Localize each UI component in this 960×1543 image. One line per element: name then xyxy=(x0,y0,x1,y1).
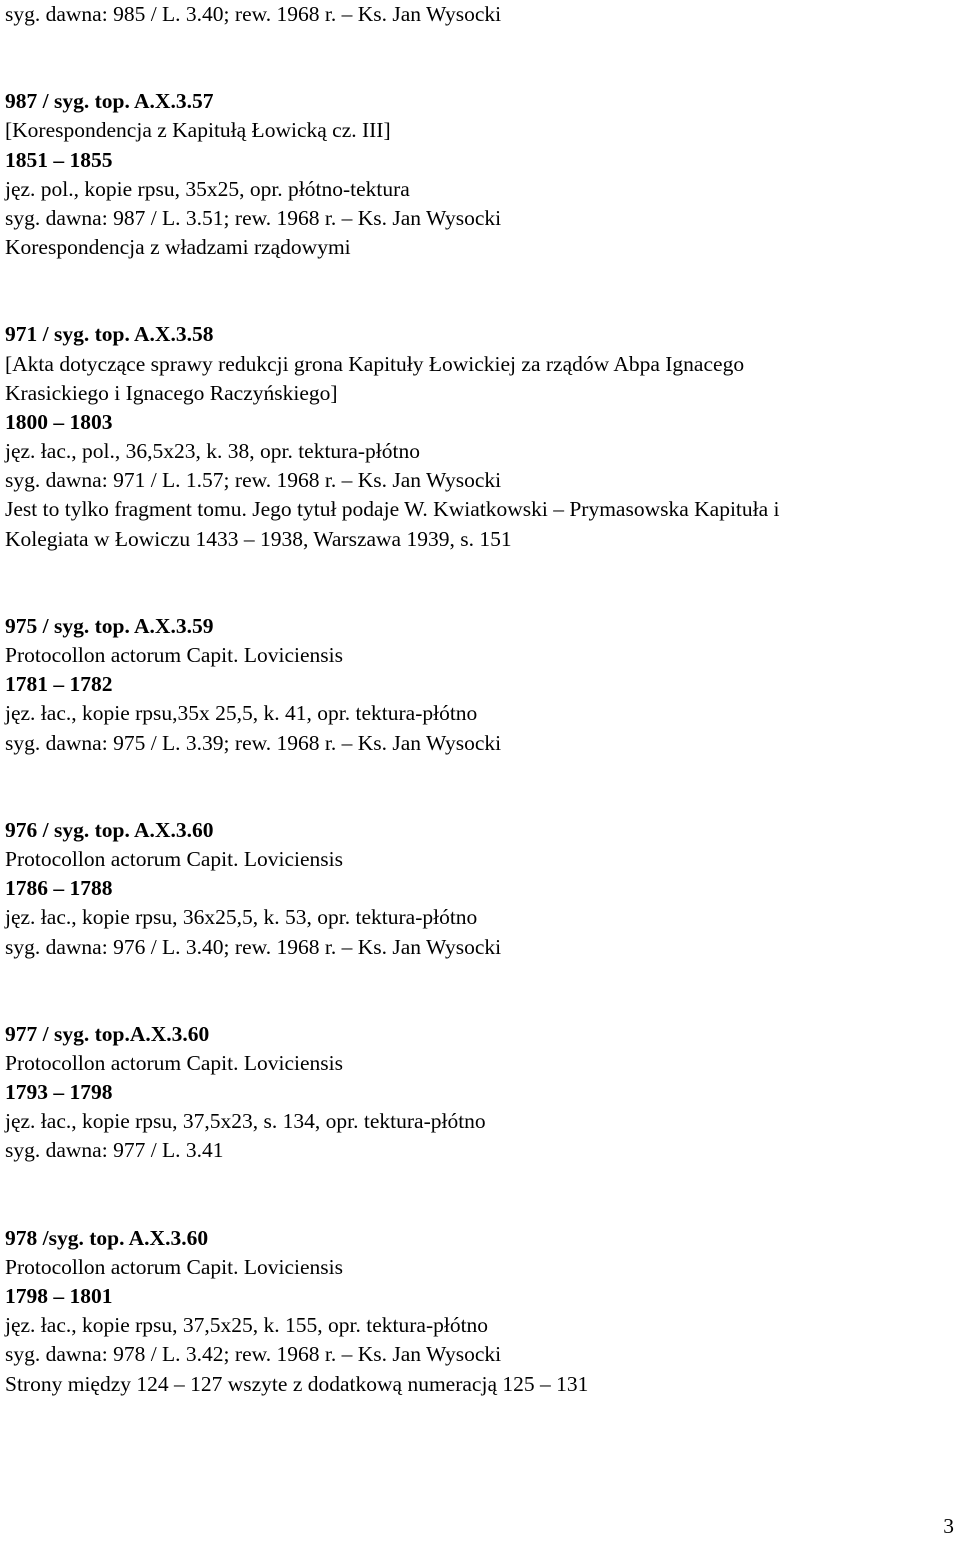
entry-dates: 1851 – 1855 xyxy=(5,147,113,172)
entry-physical-description: jęz. pol., kopie rpsu, 35x25, opr. płótno-tektura xyxy=(5,176,410,201)
entry-dates: 1798 – 1801 xyxy=(5,1284,113,1308)
entry-header: 976 / syg. top. A.X.3.60 xyxy=(5,817,214,842)
catalog-entry-977 xyxy=(5,1020,950,1166)
entry-gap xyxy=(5,758,950,816)
entry-dates: 1786 – 1788 xyxy=(5,876,113,901)
catalog-entry-975 xyxy=(5,612,950,758)
entry-physical-description: jęz. łac., kopie rpsu, 37,5x23, s. 134, opr. tektura-płótno xyxy=(5,1109,486,1134)
entry-note: Strony między 124 – 127 wszyte z dodatkową numeracją 125 – 131 xyxy=(5,1371,589,1396)
entry-gap xyxy=(5,29,950,87)
entry-old-signature: syg. dawna: 971 / L. 1.57; rew. 1968 r. – Ks. Jan Wysocki xyxy=(5,468,502,493)
catalog-entry-976 xyxy=(5,816,950,962)
entry-header: 975 / syg. top. A.X.3.59 xyxy=(5,613,214,638)
entry-title: [Akta dotyczące sprawy redukcji grona Kapituły Łowickiej za rządów Abpa Ignacego xyxy=(5,351,745,376)
entry-physical-description: jęz. łac., pol., 36,5x23, k. 38, opr. tektura-płótno xyxy=(5,439,420,464)
entry-gap xyxy=(5,1166,950,1224)
entry-title: Protocollon actorum Capit. Loviciensis xyxy=(5,1254,343,1279)
entry-old-signature: syg. dawna: 975 / L. 3.39; rew. 1968 r. – Ks. Jan Wysocki xyxy=(5,730,502,755)
catalog-entry-987 xyxy=(5,87,950,262)
entry-title: Protocollon actorum Capit. Loviciensis xyxy=(5,643,343,667)
entry-dates: 1793 – 1798 xyxy=(5,1080,113,1105)
entry-gap xyxy=(5,262,950,320)
entry-old-signature: syg. dawna: 976 / L. 3.40; rew. 1968 r. – Ks. Jan Wysocki xyxy=(5,934,502,959)
entry-title: Protocollon actorum Capit. Loviciensis xyxy=(5,846,343,871)
entry-title: Protocollon actorum Capit. Loviciensis xyxy=(5,1050,343,1075)
entry-physical-description: jęz. łac., kopie rpsu,35x 25,5, k. 41, opr. tektura-płótno xyxy=(5,701,478,726)
entry-gap xyxy=(5,962,950,1020)
previous-entry-signature: syg. dawna: 985 / L. 3.40; rew. 1968 r. – Ks. Jan Wysocki xyxy=(5,2,502,26)
entry-header: 987 / syg. top. A.X.3.57 xyxy=(5,89,214,114)
entry-title: [Korespondencja z Kapitułą Łowicką cz. III] xyxy=(5,118,391,143)
entry-header: 977 / syg. top.A.X.3.60 xyxy=(5,1021,210,1046)
entry-note: Korespondencja z władzami rządowymi xyxy=(5,235,351,260)
entry-physical-description: jęz. łac., kopie rpsu, 37,5x25, k. 155, opr. tektura-płótno xyxy=(5,1313,489,1338)
entry-header: 971 / syg. top. A.X.3.58 xyxy=(5,322,214,347)
catalog-entry-971 xyxy=(5,320,950,554)
entry-gap xyxy=(5,554,950,612)
entry-old-signature: syg. dawna: 978 / L. 3.42; rew. 1968 r. – Ks. Jan Wysocki xyxy=(5,1342,502,1367)
page-number: 3 xyxy=(943,1514,954,1538)
entry-old-signature: syg. dawna: 977 / L. 3.41 xyxy=(5,1138,224,1163)
entry-dates: 1800 – 1803 xyxy=(5,409,113,434)
entry-old-signature: syg. dawna: 987 / L. 3.51; rew. 1968 r. – Ks. Jan Wysocki xyxy=(5,205,502,230)
entry-dates: 1781 – 1782 xyxy=(5,672,113,697)
entry-physical-description: jęz. łac., kopie rpsu, 36x25,5, k. 53, opr. tektura-płótno xyxy=(5,905,478,930)
entry-header: 978 /syg. top. A.X.3.60 xyxy=(5,1225,209,1250)
entry-title-continued: Krasickiego i Ignacego Raczyńskiego] xyxy=(5,380,338,405)
entry-note-continued: Kolegiata w Łowiczu 1433 – 1938, Warszawa 1939, s. 151 xyxy=(5,526,512,551)
document-page xyxy=(5,0,950,1399)
entry-note: Jest to tylko fragment tomu. Jego tytuł podaje W. Kwiatkowski – Prymasowska Kapituła i xyxy=(5,497,780,522)
catalog-entry-978 xyxy=(5,1224,950,1399)
